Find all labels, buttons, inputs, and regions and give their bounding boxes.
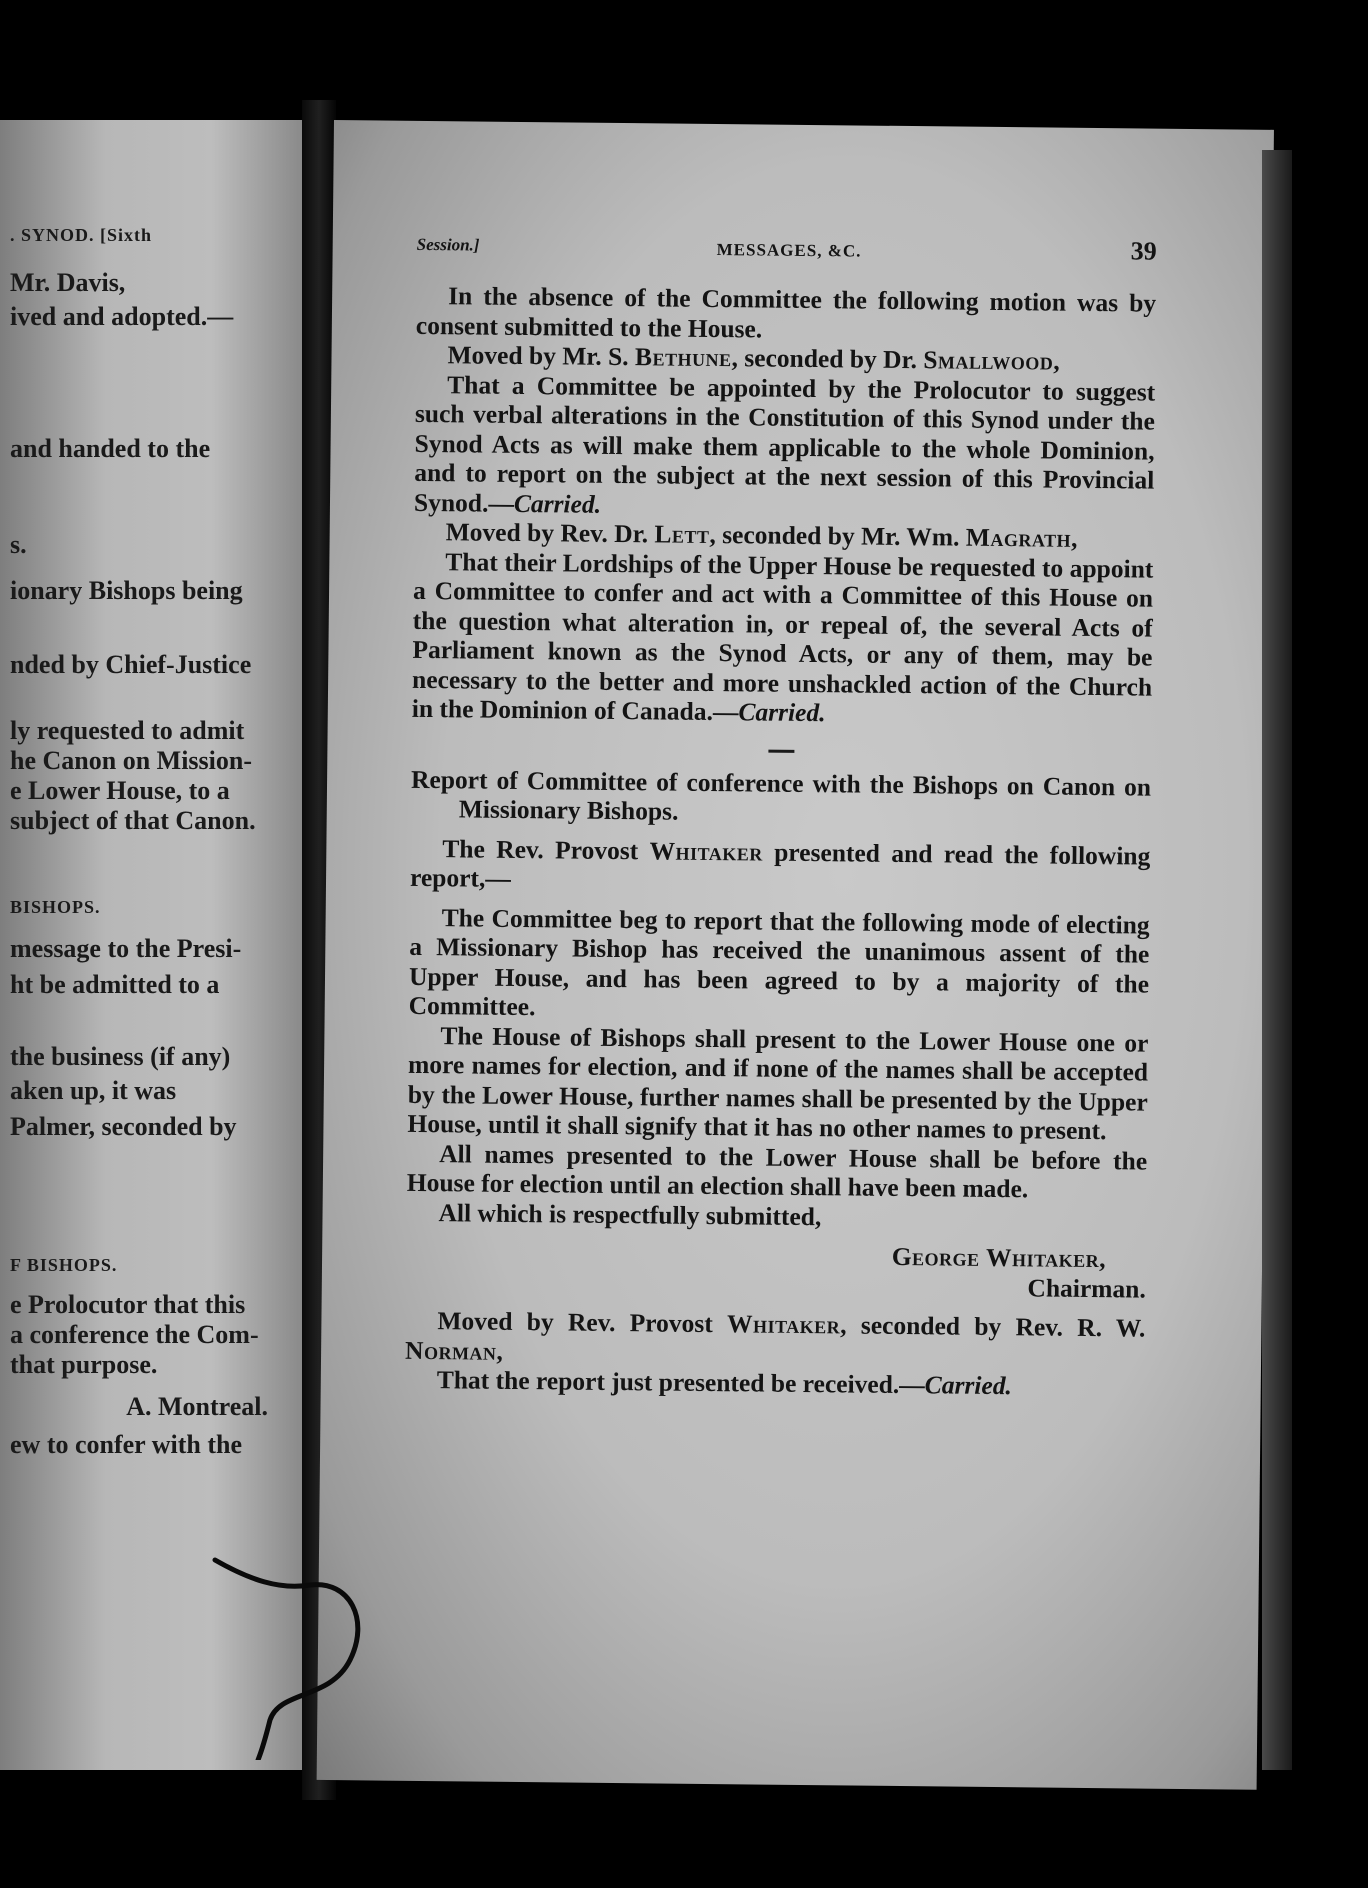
ink-scribble <box>210 1550 370 1760</box>
page-number: 39 <box>1130 236 1157 266</box>
paragraph <box>414 369 1156 524</box>
left-line: ived and adopted.— <box>10 302 234 331</box>
page-39 <box>317 120 1274 1790</box>
text-run: , seconded by Dr. <box>731 343 924 375</box>
text-run: , seconded by Rev. R. W. <box>840 1310 1146 1343</box>
section-rule <box>768 749 794 752</box>
left-line: message to the Presi- <box>10 934 242 963</box>
signature-title: Chairman. <box>1027 1272 1146 1304</box>
paragraph <box>410 833 1151 900</box>
left-line: Mr. Davis, <box>10 268 126 297</box>
report-paragraph: The Committee beg to report that the following mode of electing a Missionary Bishop has received the unanimous assent of the Upper House, and has been agreed to by a majority of the Committee. <box>408 902 1150 1022</box>
header-session: Session.] <box>416 234 480 255</box>
left-line: he Canon on Mission- <box>10 746 252 775</box>
left-line: and handed to the <box>10 434 211 463</box>
closing-line: All which is respectfully submitted, <box>438 1197 822 1231</box>
motion-line <box>405 1306 1146 1373</box>
header-title: MESSAGES, &C. <box>716 240 862 261</box>
left-line: s. <box>10 530 27 559</box>
left-line: ly requested to admit <box>10 716 245 745</box>
carried-label: Carried. <box>513 488 602 519</box>
text-run: , seconded by Mr. Wm. <box>709 519 967 552</box>
left-line: subject of that Canon. <box>10 806 256 835</box>
text-run: Moved by Rev. Provost <box>437 1306 728 1339</box>
left-line: ionary Bishops being <box>10 576 243 605</box>
name-lett: Lett <box>654 519 710 549</box>
text-run: Moved by Rev. Dr. <box>445 517 655 549</box>
name-magrath: Magrath <box>965 522 1072 553</box>
signature-name: George Whitaker, <box>891 1241 1107 1274</box>
left-line: nded by Chief-Justice <box>10 650 252 679</box>
name-whitaker: Whitaker <box>726 1309 841 1340</box>
text-run: presented and read the following report,— <box>409 837 1151 893</box>
left-line: e Prolocutor that this <box>10 1290 246 1319</box>
carried-label: Carried. <box>924 1370 1013 1401</box>
paragraph <box>412 546 1154 731</box>
left-line: Palmer, seconded by <box>10 1112 237 1141</box>
left-section-head: F BISHOPS. <box>10 1255 118 1275</box>
left-line: a conference the Com- <box>10 1320 259 1349</box>
left-section-head: BISHOPS. <box>10 897 101 917</box>
section-heading: Report of Committee of conference with the Bishops on Canon on Missionary Bishops. <box>410 764 1152 826</box>
left-line: that purpose. <box>10 1350 158 1379</box>
name-whitaker: Whitaker <box>649 835 763 867</box>
name-smallwood: Smallwood <box>923 345 1054 376</box>
left-signature: A. Montreal. <box>126 1392 268 1421</box>
text-run: The Rev. Provost <box>442 833 650 865</box>
page-body <box>405 281 1157 1402</box>
text-run: That their Lordships of the Upper House be requested to appoint a Committee to confer and act with a Committee of this House on the question what alteration in, or repeal of, the several Acts of Parliament known as the Synod Acts, or any of them, may be necessary to the better and more unshackled action of the Church in the Dominion of Canada.— <box>411 546 1154 727</box>
page-edge-shadow <box>1262 150 1292 1770</box>
left-line: aken up, it was <box>10 1076 177 1105</box>
report-paragraph: The House of Bishops shall present to the Lower House one or more names for election, and if none of the names shall be accepted by the Lower House, further names shall be presented by the Upper House, until it shall signify that it has no other names to present. <box>407 1020 1149 1146</box>
text-run: , <box>1053 346 1060 376</box>
name-bethune: Bethune <box>634 342 732 373</box>
name-norman: Norman <box>404 1335 497 1366</box>
text-run: That a Committee be appointed by the Prolocutor to suggest such verbal alterations in the Constitution of this Synod under the Synod Acts as will make them applicable to the whole Dominion, and to report on the subject at the next session of this Provincial Synod.— <box>413 369 1156 518</box>
left-running-head: . SYNOD. [Sixth <box>10 225 153 245</box>
running-header <box>416 229 1156 277</box>
paragraph: In the absence of the Committee the following motion was by consent submitted to the House. <box>415 281 1157 343</box>
text-run: That the report just presented be received.— <box>436 1365 925 1400</box>
left-line: ht be admitted to a <box>10 970 220 999</box>
report-paragraph: All names presented to the Lower House shall be before the House for election until an election shall have been made. <box>406 1138 1148 1204</box>
left-line: the business (if any) <box>10 1042 231 1071</box>
text-run: , <box>496 1336 504 1366</box>
text-run: , <box>1070 523 1078 553</box>
carried-label: Carried. <box>738 697 826 728</box>
text-run: Moved by Mr. S. <box>447 340 636 372</box>
left-line: e Lower House, to a <box>10 776 230 805</box>
previous-page-fragment <box>0 120 302 1770</box>
left-line: ew to confer with the <box>10 1430 243 1459</box>
